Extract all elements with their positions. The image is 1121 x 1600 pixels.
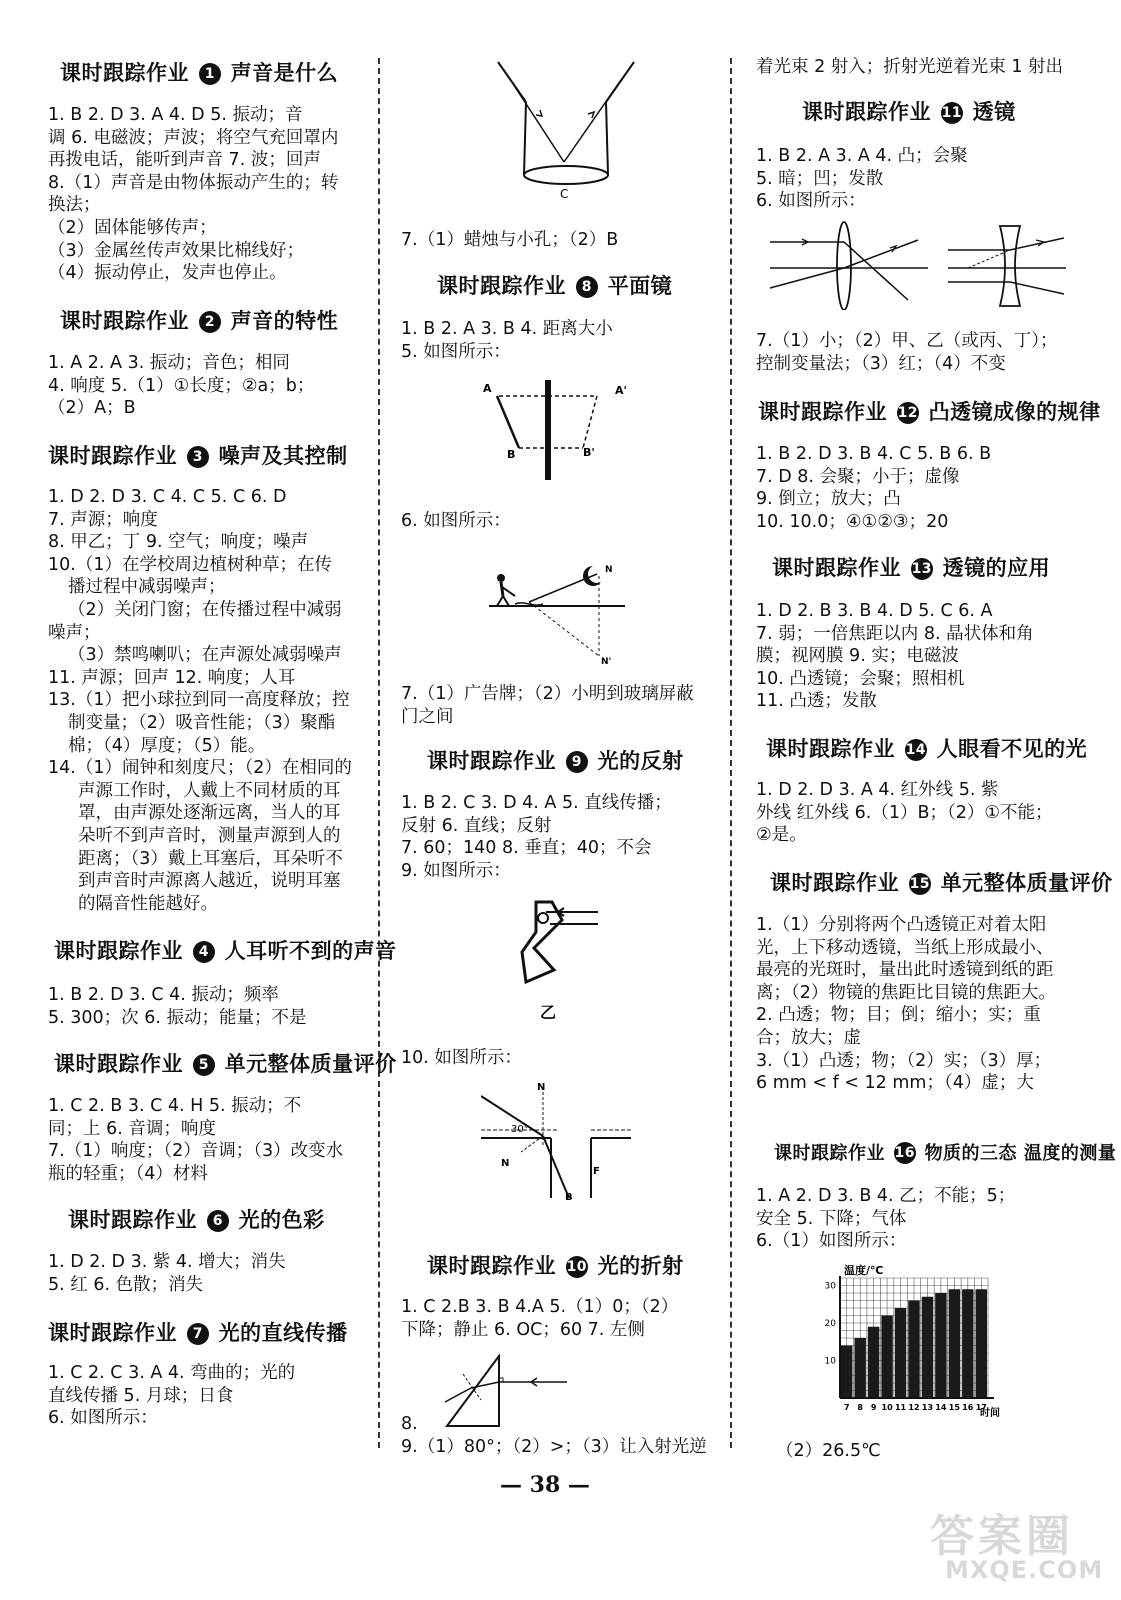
answer-block-14: 1. D 2. D 3. A 4. 红外线 5. 紫 外线 红外线 6.（1）B；（2）①不能； ②是。 [756,780,1053,846]
bar-8 [854,1338,865,1398]
x-tick-label: 7 [843,1403,850,1412]
x-tick-label: 12 [908,1403,920,1412]
label-b-prime: B' [583,446,595,459]
answer-line-7: 7.（1）蜡烛与小孔；（2）B [401,230,619,250]
label-a: A [483,382,492,395]
answer-line-continued: 着光束 2 射入；折射光逆着光束 1 射出 [756,57,1064,77]
section-heading-1: 课时跟踪作业 1 声音是什么 [60,61,339,85]
number-circle-icon: 15 [909,873,931,895]
label-n-prime: N' [601,657,612,667]
answer-block-8-7: 7.（1）广告牌；（2）小明到玻璃屏蔽 门之间 [401,684,694,727]
number-circle-icon: 14 [905,739,927,761]
bar-17 [976,1289,987,1398]
section-heading-4: 课时跟踪作业 4 人耳听不到的声音 [54,939,397,963]
x-tick-label: 14 [935,1403,947,1412]
answer-block-2: 1. A 2. A 3. 振动；音色；相同 4. 响度 5.（1）①长度；②a；b； （2）A；B [48,353,315,419]
x-tick-label: 8 [857,1403,863,1412]
watermark-logo: 答案圈 [930,1511,1074,1562]
section-heading-5: 课时跟踪作业 5 单元整体质量评价 [54,1052,397,1076]
section-heading-14: 课时跟踪作业 14 人眼看不见的光 [766,737,1088,761]
label-f: F [593,1166,600,1177]
x-tick-label: 11 [894,1403,907,1412]
section-heading-11: 课时跟踪作业 11 透镜 [802,100,1016,124]
answer-block-10b: 8. 9.（1）80°；（2）>；（3）让入射光逆 [401,1414,707,1457]
number-circle-icon: 9 [566,751,588,773]
answer-block-6: 1. D 2. D 3. 紫 4. 增大；消失 5. 红 6. 色散；消失 [48,1252,286,1295]
x-tick-label: 15 [948,1403,960,1412]
number-circle-icon: 10 [566,1256,588,1278]
section-heading-15: 课时跟踪作业 15 单元整体质量评价 [770,871,1113,895]
y-axis-label: 温度/℃ [844,1264,884,1277]
bar-14 [935,1293,946,1398]
number-circle-icon: 13 [911,558,933,580]
number-circle-icon: 16 [894,1142,916,1164]
figure-water-tank-reflection [481,1078,641,1203]
x-tick-label: 16 [962,1403,974,1412]
answer-line-16-2: （2）26.5℃ [776,1441,881,1461]
bar-11 [895,1308,906,1398]
section-heading-2: 课时跟踪作业 2 声音的特性 [60,309,339,333]
answer-block-13: 1. D 2. B 3. B 4. D 5. C 6. A 7. 弱；一倍焦距以内 8. 晶状体和角 膜；视网膜 9. 实；电磁波 10. 凸透镜；会聚；照相机 11. 凸透；发散 [756,601,1034,712]
label-yi: 乙 [540,1003,557,1022]
number-circle-icon: 3 [187,446,209,468]
bar-12 [908,1301,919,1399]
answer-block-15: 1.（1）分别将两个凸透镜正对着太阳 光，上下移动透镜，当纸上形成最小、 最亮的光斑时，量出此时透镜到纸的距 离；（2）物镜的焦距比目镜的焦距大。 2. 凸透；物；目；倒；缩小；实；重 合；放大；虚 3.（1）凸透；物；（2）实；（3）厚； 6 mm < f < 12 mm；（4）虚；大 [756,915,1056,1094]
answer-block-5: 1. C 2. B 3. C 4. H 5. 振动；不 同；上 6. 音调；响度 7.（1）响度；（2）音调；（3）改变水 瓶的轻重；（4）材料 [48,1096,344,1184]
answer-line-9-10: 10. 如图所示： [401,1048,522,1068]
figure-plane-mirror [479,378,659,483]
answer-block-7: 1. C 2. C 3. A 4. 弯曲的；光的 直线传播 5. 月球；日食 6. 如图所示： [48,1363,296,1429]
answer-block-8: 1. B 2. A 3. B 4. 距离大小 5. 如图所示： [401,319,613,362]
answer-block-10: 1. C 2.B 3. B 4.A 5.（1）0；（2） 下降；静止 6. OC；60 7. 左侧 [401,1297,679,1340]
section-heading-9: 课时跟踪作业 9 光的反射 [427,749,684,773]
number-circle-icon: 7 [187,1323,209,1345]
answer-block-11: 1. B 2. A 3. A 4. 凸；会聚 5. 暗；凹；发散 6. 如图所示： [756,146,968,212]
number-circle-icon: 12 [897,402,919,424]
section-heading-16: 课时跟踪作业 16 物质的三态 温度的测量 [774,1143,1117,1164]
answer-block-4: 1. B 2. D 3. C 4. 振动；频率 5. 300；次 6. 振动；能量；不是 [48,985,307,1028]
y-tick-label: 20 [824,1319,836,1329]
column-divider-right [730,58,732,1448]
column-divider-left [378,58,380,1448]
y-tick-label: 10 [824,1356,836,1367]
answer-block-3: 1. D 2. D 3. C 4. C 5. C 6. D 7. 声源；响度 8. 甲乙；丁 9. 空气；响度；噪声 10.（1）在学校周边植树种草；在传 播过程中减弱噪声； （2）关闭门窗；在传播过程中减弱 噪声； （3）禁鸣喇叭；在声源处减弱噪声 11. 声源；回声 12. 响度；人耳 13.（1）把小球拉到同一高度释放；控 制变量；（2）吸音性能；（3）聚酯 棉；（4）厚度；（5）能。 14.（1）闹钟和刻度尺；（2）在相同的 声源工作时，人戴上不同材质的耳 罩，由声源处逐渐远离，当人的耳 朵听不到声音时，测量声源到人的 距离；（3）戴上耳塞后，耳朵听不 到声音时声源离人越近，说明耳塞 的隔音性能越好。 [48,487,352,914]
bar-7 [841,1346,852,1399]
number-circle-icon: 2 [199,311,221,333]
number-circle-icon: 5 [193,1054,215,1076]
x-tick-label: 17 [975,1403,987,1412]
label-n-bottom: N [501,1158,510,1169]
x-tick-label: 10 [881,1403,893,1412]
x-axis-label: 时间 [980,1408,1000,1419]
watermark-url: MXQE.COM [945,1556,1104,1584]
bar-9 [868,1327,879,1398]
label-30-deg: 30° [511,1124,529,1135]
answer-block-1: 1. B 2. D 3. A 4. D 5. 振动；音 调 6. 电磁波；声波；将空气充回罩内 再拨电话，能听到声音 7. 波；回声 8.（1）声音是由物体振动产生的；转 换法； （2）固体能够传声； （3）金属丝传声效果比棉线好； （4）振动停止，发声也停止。 [48,105,339,284]
section-heading-8: 课时跟踪作业 8 平面镜 [437,274,673,298]
label-b: B [565,1192,573,1203]
page-number: — 38 — [500,1472,590,1498]
answer-line-8-6: 6. 如图所示： [401,511,511,531]
temperature-bar-chart [816,1260,1006,1420]
label-a-prime: A' [615,384,627,397]
y-tick-label: 30 [824,1281,836,1292]
x-tick-label: 13 [921,1403,934,1412]
number-circle-icon: 11 [941,102,963,124]
answer-block-11b: 7.（1）小；（2）甲、乙（或丙、丁）； 控制变量法；（3）红；（4）不变 [756,331,1058,374]
bar-10 [881,1316,892,1399]
section-heading-3: 课时跟踪作业 3 噪声及其控制 [48,444,348,468]
number-circle-icon: 6 [207,1210,229,1232]
number-circle-icon: 8 [576,276,598,298]
answer-block-9: 1. B 2. C 3. D 4. A 5. 直线传播； 反射 6. 直线；反射 7. 60；140 8. 垂直；40；不会 9. 如图所示： [401,793,672,881]
label-c: C [560,187,569,201]
figure-cup-reflection [496,60,636,210]
bar-16 [962,1289,973,1398]
x-tick-label: 9 [870,1403,877,1412]
answer-block-16: 1. A 2. D 3. B 4. 乙；不能；5； 安全 5. 下降；气体 6.（1）如图所示： [756,1186,1016,1252]
section-heading-13: 课时跟踪作业 13 透镜的应用 [772,556,1051,580]
figure-lens-rays [768,220,1068,310]
bar-15 [949,1289,960,1398]
section-heading-12: 课时跟踪作业 12 凸透镜成像的规律 [758,400,1101,424]
section-heading-10: 课时跟踪作业 10 光的折射 [427,1254,684,1278]
figure-water-reflection [489,560,659,670]
number-circle-icon: 4 [193,941,215,963]
label-n-top: N [537,1082,546,1093]
bar-13 [922,1297,933,1398]
figure-mirror-corner [516,892,606,1022]
section-heading-7: 课时跟踪作业 7 光的直线传播 [48,1321,348,1345]
number-circle-icon: 1 [199,63,221,85]
answer-block-12: 1. B 2. D 3. B 4. C 5. B 6. B 7. D 8. 会聚；小于；虚像 9. 倒立；放大；凸 10. 10.0；④①②③；20 [756,444,992,532]
section-heading-6: 课时跟踪作业 6 光的色彩 [68,1208,325,1232]
chart-bars [841,1289,987,1398]
label-b: B [507,448,516,461]
label-n: N [605,565,613,575]
